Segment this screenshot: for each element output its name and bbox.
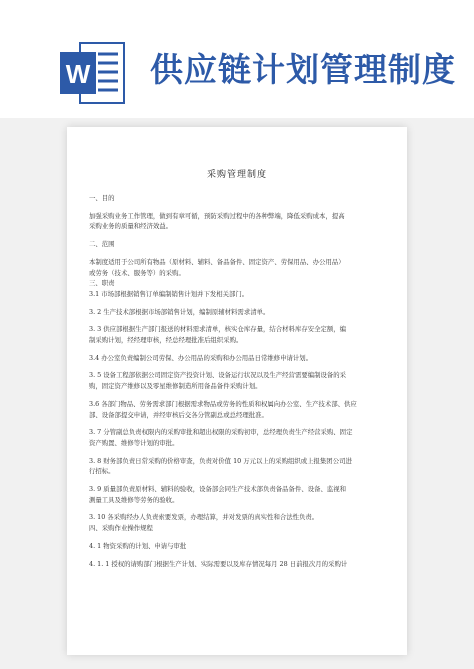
- document-line: 3.4 办公室负责编制公司劳保、办公用品的采购和办公用品日常维修申请计划。: [89, 353, 313, 362]
- document-line: 三、职责: [89, 279, 115, 288]
- document-line: 3. 10 各采购经办人负责索要发票，办理结算，并对发票的真实性和合法性负责。: [89, 513, 319, 522]
- document-line: 加强采购业务工作管理，做到有章可循，预防采购过程中的各种弊端，降低采购成本，提高: [89, 211, 345, 220]
- header-banner: [0, 0, 474, 118]
- document-line: 四、采购作业操作规程: [89, 524, 153, 533]
- document-line: 行招标。: [89, 467, 115, 476]
- document-line: 部、设备部提交申请，并经审核后交各分管副总或总经理批准。: [89, 410, 268, 419]
- document-line: 制采购计划，经经理审核，经总经理批准后组织采购。: [89, 336, 243, 345]
- document-line: 3. 7 分管副总负责权限内的采购审批和超出权限的采购初审，总经理负责生产经营采购、固定: [89, 428, 353, 437]
- document-page: [67, 127, 407, 655]
- document-line: 4. 1 物资采购的计划、申请与审批: [89, 541, 187, 550]
- document-body: [89, 193, 389, 569]
- document-line: 3. 2 生产技术部根据市场部销售计划，编制原辅材料需求清单。: [89, 307, 270, 316]
- document-title: 采购管理制度: [206, 170, 267, 180]
- svg-text:W: W: [65, 59, 91, 89]
- document-line: 3. 8 财务部负责日常采购的价格审查，负责对价值 10 万元以上的采购组织或上报集团公司进: [89, 456, 352, 465]
- page-title: 供应链计划管理制度: [150, 50, 456, 89]
- document-line: 测量工具及维修等劳务的验收。: [89, 495, 179, 504]
- document-line: 采购业务的质量和经济效益。: [89, 222, 173, 231]
- document-line: 一、目的: [89, 194, 115, 202]
- document-line: 本制度适用于公司所有物品（原材料、辅料、备品备件、固定资产、劳保用品、办公用品）: [89, 257, 345, 266]
- document-line: 资产购置、维修等计划的审批。: [89, 438, 179, 447]
- document-line: 3. 5 设备工程部依据公司固定资产投资计划、设备运行状况以及生产经营需要编制设备的采: [89, 371, 347, 380]
- document-line: 3. 9 质量部负责原材料、辅料的验收，设备部会同生产技术部负责备品备件、设备、监视和: [89, 485, 347, 494]
- document-line: 3.6 各部门物品、劳务需求部门根据需求物品或劳务的性质和权属向办公室、生产技术部、供应: [89, 399, 357, 408]
- document-line: 3. 3 供应部根据生产部门报送的材料需求清单，核实仓库存量，结合材料库存安全定额，编: [89, 325, 347, 334]
- document-line: 4. 1. 1 授权的请购部门根据生产计划、实际需要以及库存情况每月 28 日前报次月的采购计: [89, 559, 348, 568]
- document-line: 购，固定资产维修以及零星维修制造所用备品备件采购计划。: [89, 382, 262, 391]
- document-line: 二、范围: [89, 240, 115, 249]
- word-document-icon: [58, 40, 128, 106]
- document-line: 3.1 市场部根据销售订单编制销售计划并下发相关部门。: [89, 289, 249, 298]
- document-line: 或劳务（技术、服务等）的采购。: [89, 268, 185, 277]
